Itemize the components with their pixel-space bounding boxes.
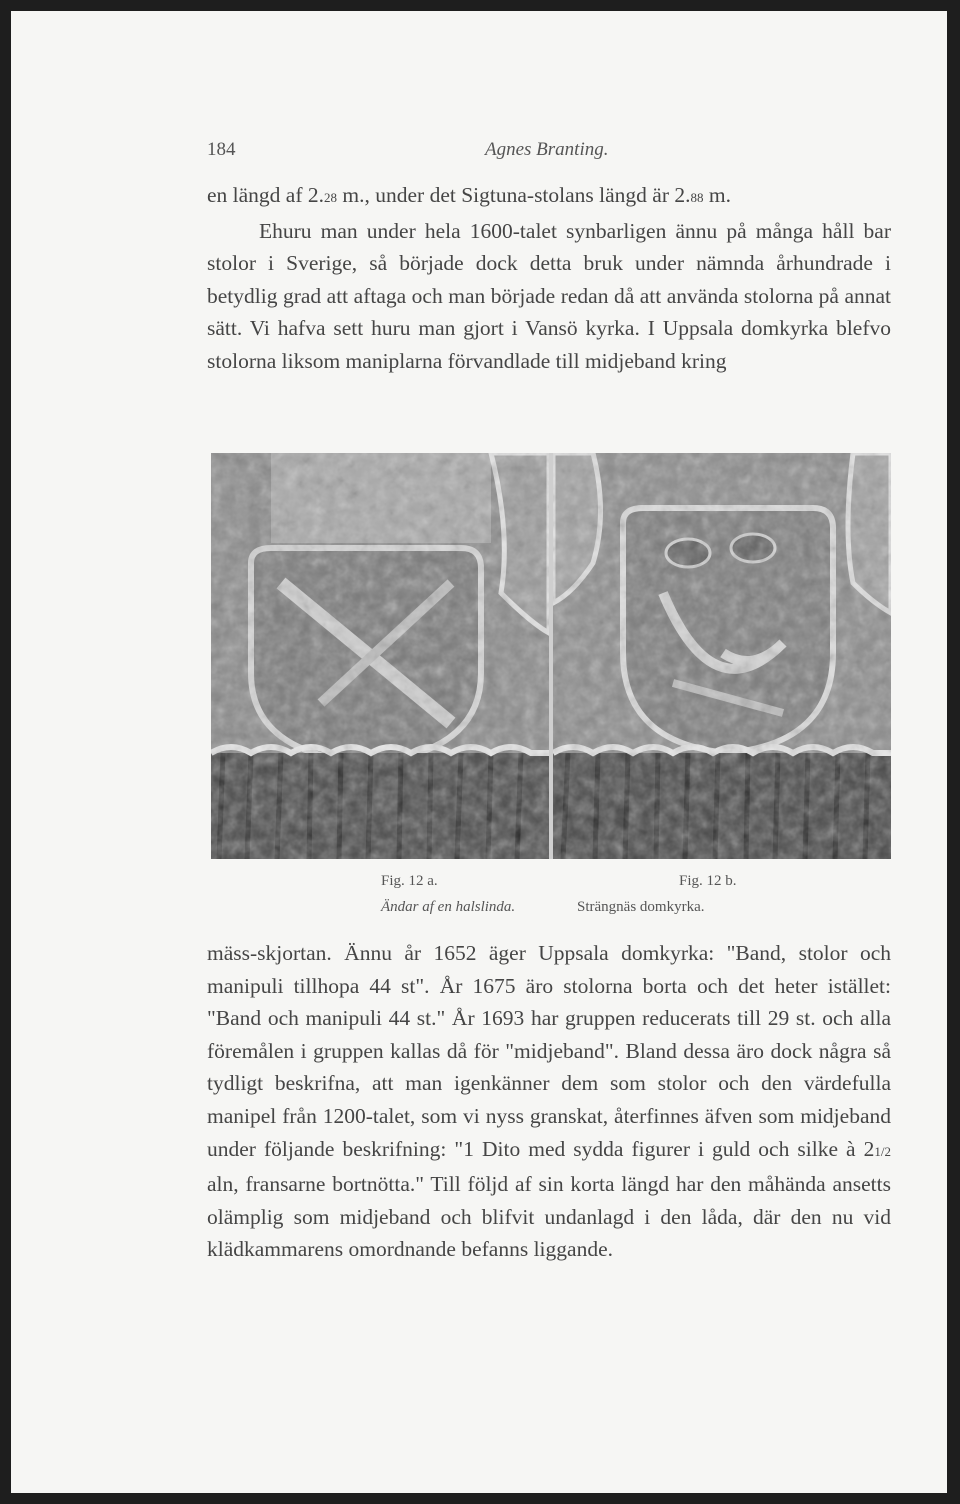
running-title: Agnes Branting.: [485, 139, 609, 160]
text-block-top: [207, 179, 891, 378]
text-span: m., under det Sigtuna-stolans längd är 2.: [337, 183, 691, 207]
text-block-bottom: [207, 937, 891, 1266]
text-span: aln, fransarne bortnötta." Till följd af sin korta längd har den måhända ansetts olämplig som midjeband och blifvit undanlagd i den låda, där den nu vid klädkammarens omordnande befanns liggande.: [207, 1172, 891, 1262]
figure-12a-photo: [211, 453, 549, 859]
figure-12: [211, 453, 891, 859]
text-span: 28: [324, 190, 338, 205]
paragraph-continued: [207, 179, 891, 215]
paragraph: Ehuru man under hela 1600-talet synbarligen ännu på många håll bar stolor i Sverige, så började dock detta bruk under nämnda århundrade i betydlig grad att aftaga och man började redan då att använda stolorna på annat sätt. Vi hafva sett huru man gjort i Vansö kyrka. I Uppsala domkyrka blefvo stolorna liksom maniplarna förvandlade till midjeband kring: [207, 218, 891, 373]
page-number: 184: [207, 139, 236, 160]
text-span: m.: [703, 183, 731, 207]
text-span: en längd af 2.: [207, 183, 325, 207]
book-page: [11, 11, 947, 1493]
figure-12a-label: Fig. 12 a.: [381, 873, 438, 889]
figure-12a-caption: Ändar af en halslinda.: [381, 899, 516, 915]
figure-12b-caption: Strängnäs domkyrka.: [577, 899, 705, 915]
paragraph: [207, 937, 891, 1266]
figure-12b-label: Fig. 12 b.: [679, 873, 737, 889]
fraction: 1/2: [874, 1143, 891, 1159]
figure-12b-photo: [553, 453, 891, 859]
text-span: 88: [690, 190, 704, 205]
page-header: [207, 139, 891, 167]
text-span: mäss-skjortan. Ännu år 1652 äger Uppsala domkyrka: "Band, stolor och manipuli tillhopa 44 st". År 1675 äro stolorna borta och det heter istället: "Band och manipuli 44 st." År 1693 har gruppen reducerats till 29 st. och alla föremålen i gruppen kallas då för "midjeband". Bland dessa äro dock några så tydligt beskrifna, att man igenkänner dem som stolor och den värdefulla manipel från 1200-talet, som vi nyss granskat, återfinnes äfven som midjeband under följande beskrifning: "1 Dito med sydda figurer i guld och silke à 2: [207, 941, 891, 1161]
